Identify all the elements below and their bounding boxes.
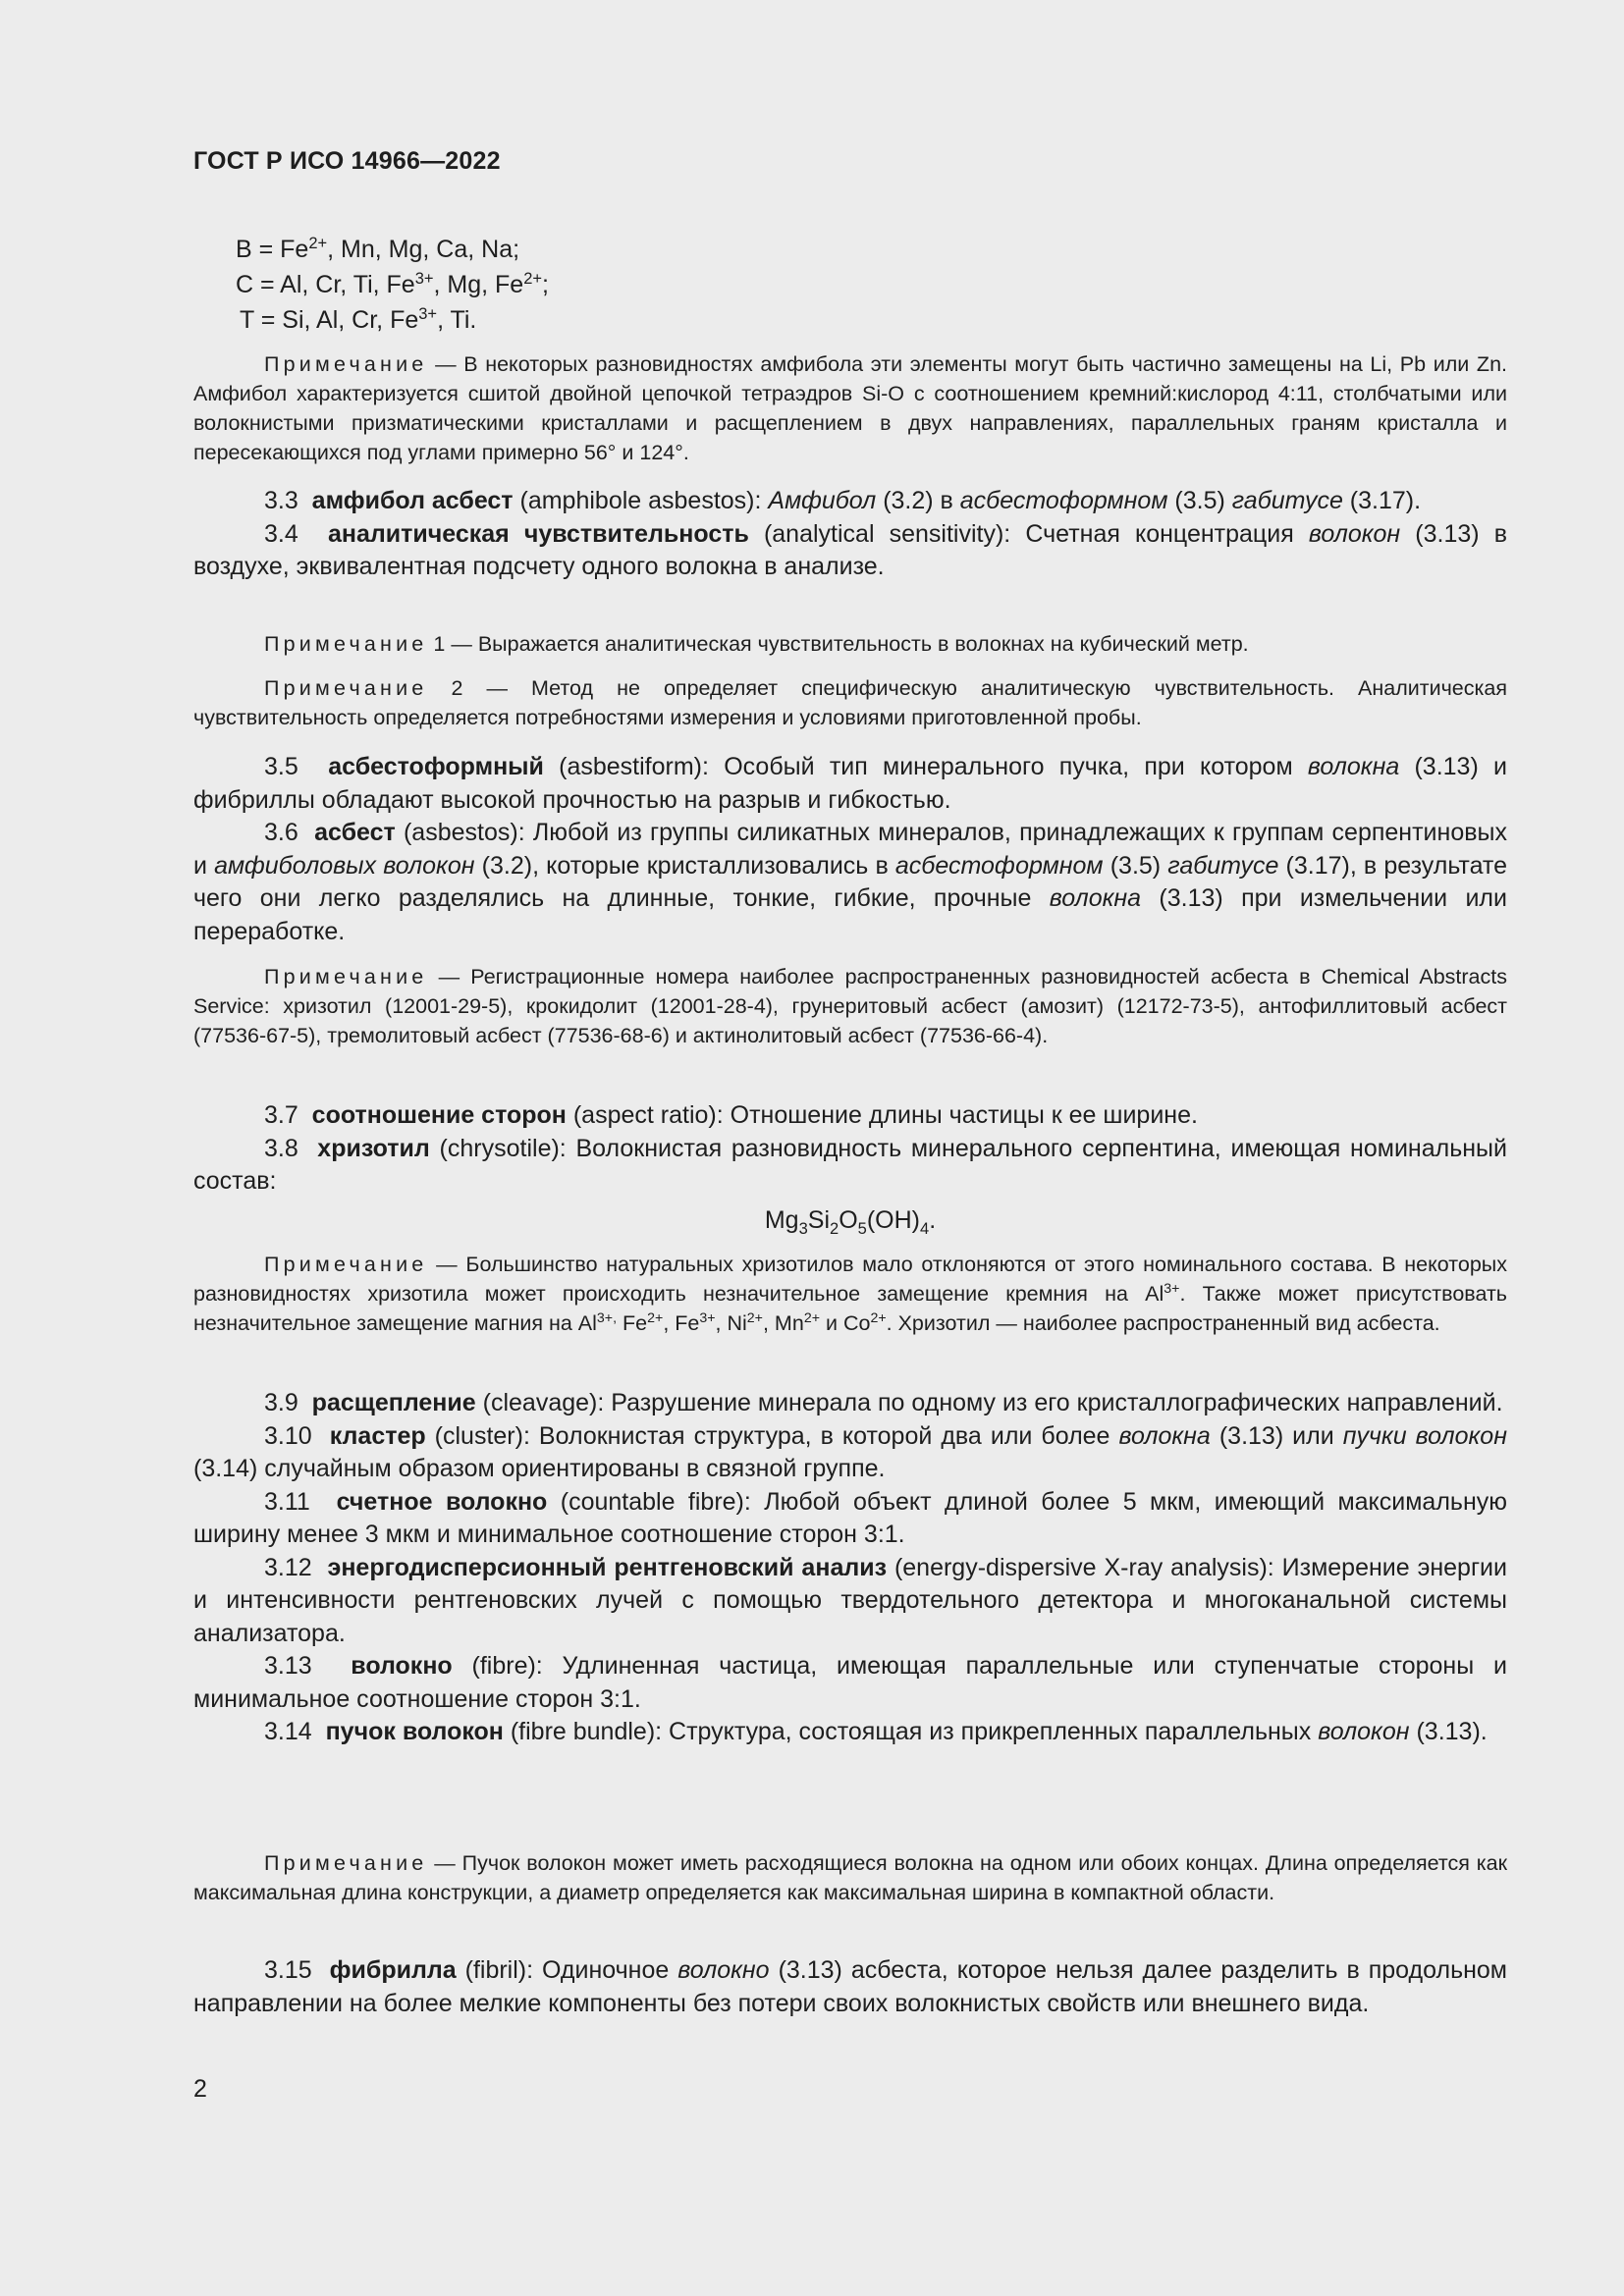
note-3-6: Примечание — Регистрационные номера наиболее распространенных разновидностей асбеста в Chemical Abstracts Service: хризотил (12001-29-5), крокидолит (12001-28-4), грунеритовый асбест (амозит) (12172-73-5), антофиллитовый асбест (77536-67-5), тремолитовый асбест (77536-68-6) и актинолитовый асбест (77536-66-4).	[193, 965, 1507, 1047]
definition-3-15: 3.15 фибрилла (fibril): Одиночное волокно (3.13) асбеста, которое нельзя далее разделить в продольном направлении на более мелкие компоненты без потери своих волокнистых свойств или внешнего вида.	[193, 1956, 1507, 2017]
note-3-4-1: Примечание 1 — Выражается аналитическая чувствительность в волокнах на кубический метр.	[264, 632, 1249, 656]
formula-t: T = Si, Al, Cr, $Fe^{3+}$, Ti.	[240, 304, 477, 334]
chrysotile-formula: $Mg_3Si_2O_5(OH)_4$.	[764, 1206, 937, 1238]
definition-3-5: 3.5 асбестоформный (asbestiform): Особый тип минерального пучка, при котором волокна (3.13) и фибриллы обладают высокой прочностью на разрыв и гибкостью. 3.6 асбест (asbestos): Любой из группы силикатных минералов, принадлежащих к группам серпентиновых и амфиболовых волокон (3.2), которые кристаллизовались в асбестоформном (3.5) габитусе (3.17), в результате чего они легко разделялись на длинные, тонкие, гибкие, прочные волокна (3.13) при измельчении или переработке.	[193, 753, 1507, 945]
note-3-4-2: Примечание 2 — Метод не определяет специфическую аналитическую чувствительность. Аналитическая чувствительность определяется потребностями измерения и условиями приготовленной пробы.	[193, 676, 1507, 729]
note-3-8: Примечание — Большинство натуральных хризотилов мало отклоняются от этого номинального состава. В некоторых разновидностях хризотила может происходить незначительное замещение кремния на $Al^{3+}$. Также может присутствовать незначительное замещение магния на $Al^{3+,}$ $Fe^{2+}$, $Fe^{3+}$, $Ni^{2+}$, $Mn^{2+}$ и $Co^{2+}$. Хризотил — наиболее распространенный вид асбеста.	[193, 1253, 1507, 1335]
formula-b: $B = Fe^{2+}$, Mn, Mg, Ca, Na;	[236, 234, 520, 263]
definition-3-7: 3.7 соотношение сторон (aspect ratio): Отношение длины частицы к ее ширине. 3.8 хризотил (chrysotile): Волокнистая разновидность минерального серпентина, имеющая номинальный состав:	[193, 1101, 1507, 1195]
definitions-3-9-to-3-14: 3.9 расщепление (cleavage): Разрушение минерала по одному из его кристаллографических направлений. 3.10 кластер (cluster): Волокнистая структура, в которой два или более волокна (3.13) или пучки волокон (3.14) случайным образом ориентированы в связной группе. 3.11 счетное волокно (countable fibre): Любой объект длиной более 5 мкм, имеющий максимальную ширину менее 3 мкм и минимальное соотношение сторон 3:1. 3.12 энергодисперсионный рентгеновский анализ (energy-dispersive X-ray analysis): Измерение энергии и интенсивности рентгеновских лучей с помощью твердотельного детектора и многоканальной системы анализатора. 3.13 волокно (fibre): Удлиненная частица, имеющая параллельные или ступенчатые стороны и минимальное соотношение сторон 3:1. 3.14 пучок волокон (fibre bundle): Структура, состоящая из прикрепленных параллельных волокон (3.13).	[193, 1389, 1507, 1745]
formula-c: C = Al, Cr, Ti, $Fe^{3+}$, Mg, $Fe^{2+}$;	[236, 269, 549, 298]
note-3-14: Примечание — Пучок волокон может иметь расходящиеся волокна на одном или обоих концах. Длина определяется как максимальная длина конструкции, а диаметр определяется как максимальная ширина в компактной области.	[193, 1851, 1507, 1904]
document-header: ГОСТ Р ИСО 14966—2022	[193, 147, 501, 175]
formula-list	[236, 232, 549, 338]
page-number: 2	[193, 2075, 207, 2103]
definition-3-3: 3.3 амфибол асбест (amphibole asbestos): Амфибол (3.2) в асбестоформном (3.5) габитусе (3.17). 3.4 аналитическая чувствительность (analytical sensitivity): Счетная концентрация волокон (3.13) в воздухе, эквивалентная подсчету одного волокна в анализе.	[193, 487, 1507, 580]
note-amphibole: Примечание — В некоторых разновидностях амфибола эти элементы могут быть частично замещены на Li, Pb или Zn. Амфибол характеризуется сшитой двойной цепочкой тетраэдров Si-O с соотношением кремний:кислород 4:11, столбчатыми или волокнистыми призматическими кристаллами и расщеплением в двух направлениях, параллельных граням кристалла и пересекающихся под углами примерно 56° и 124°.	[193, 352, 1507, 464]
